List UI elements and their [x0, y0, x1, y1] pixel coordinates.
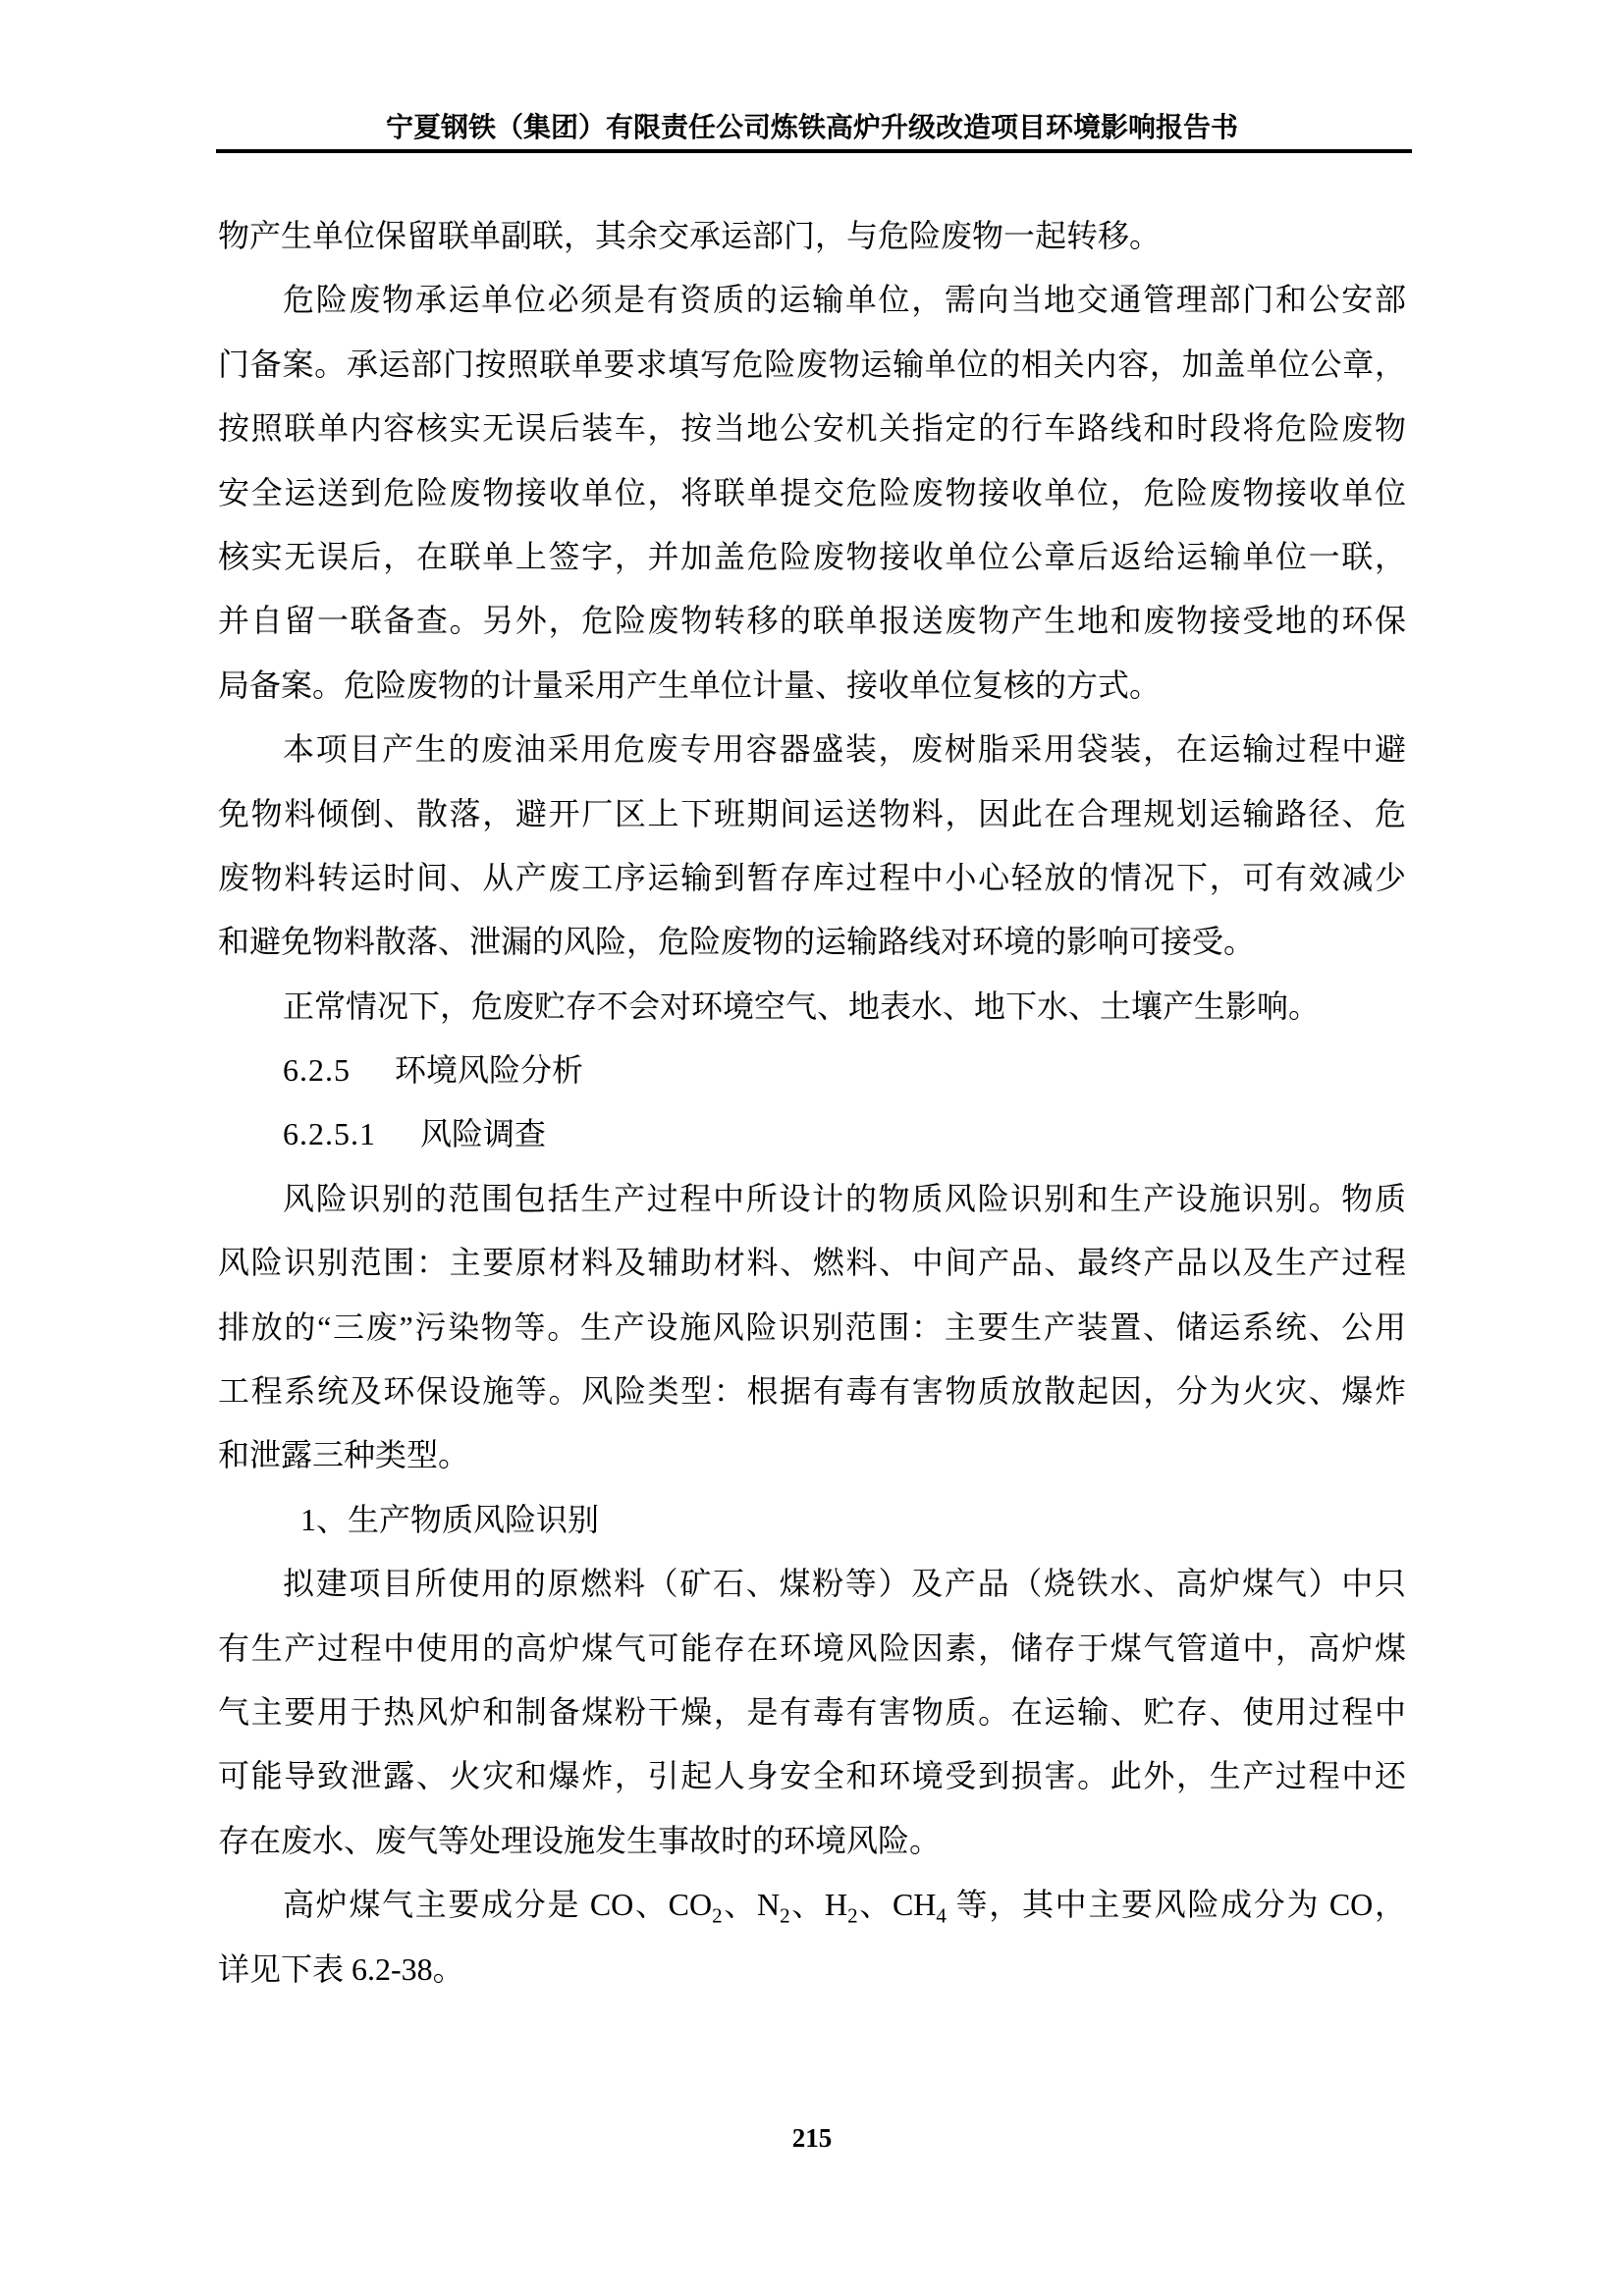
text-segment: 等，其中主要风险成分为 CO，: [946, 1887, 1406, 1923]
text-segment: 、H: [789, 1887, 848, 1923]
text-segment: 、CH: [857, 1887, 937, 1923]
text-line: 1、生产物质风险识别: [300, 1501, 600, 1537]
page-footer: [0, 2120, 1624, 2156]
text-line: 和避免物料散落、泄漏的风险，危险废物的运输路线对环境的影响可接受。: [218, 924, 1256, 960]
text-line: 正常情况下，危废贮存不会对环境空气、地表水、地下水、土壤产生影响。: [283, 988, 1321, 1024]
chemical-subscript: 2: [847, 1903, 858, 1928]
heading-title: 风险调查: [420, 1116, 547, 1152]
text-line: 危险废物承运单位必须是有资质的运输单位，需向当地交通管理部门和公安部: [283, 282, 1406, 318]
text-line: 可能导致泄露、火灾和爆炸，引起人身安全和环境受到损害。此外，生产过程中还: [218, 1758, 1406, 1794]
text-line: 有生产过程中使用的高炉煤气可能存在环境风险因素，储存于煤气管道中，高炉煤: [218, 1629, 1406, 1666]
text-line: 风险识别范围：主要原材料及辅助材料、燃料、中间产品、最终产品以及生产过程: [218, 1245, 1406, 1281]
chemical-subscript: 4: [936, 1903, 947, 1928]
document-body: [218, 204, 1406, 2002]
text-line: 局备案。危险废物的计量采用产生单位计量、接收单位复核的方式。: [218, 667, 1162, 703]
text-line: 物产生单位保留联单副联，其余交承运部门，与危险废物一起转移。: [218, 218, 1162, 253]
section-heading: [218, 1039, 1406, 1102]
header-rule: [216, 149, 1412, 153]
heading-number: 6.2.5.1: [283, 1116, 376, 1152]
page-header-title: 宁夏钢铁（集团）有限责任公司炼铁高炉升级改造项目环境影响报告书: [385, 113, 1238, 143]
text-line: 排放的“三废”污染物等。生产设施风险识别范围：主要生产装置、储运系统、公用: [218, 1308, 1406, 1345]
text-line: 风险识别的范围包括生产过程中所设计的物质风险识别和生产设施识别。物质: [283, 1180, 1406, 1216]
text-line: 并自留一联备查。另外，危险废物转移的联单报送废物产生地和废物接受地的环保: [218, 603, 1406, 639]
text-segment: 高炉煤气主要成分是 CO、CO: [283, 1887, 713, 1923]
chemical-subscript: 2: [780, 1903, 790, 1928]
text-line: 安全运送到危险废物接收单位，将联单提交危险废物接收单位，危险废物接收单位: [218, 474, 1406, 510]
text-line: 本项目产生的废油采用危废专用容器盛装，废树脂采用袋装，在运输过程中避: [283, 731, 1406, 768]
text-line: 工程系统及环保设施等。风险类型：根据有毒有害物质放散起因，分为火灾、爆炸: [218, 1373, 1406, 1410]
text-line: 核实无误后，在联单上签字，并加盖危险废物接收单位公章后返给运输单位一联，: [218, 538, 1406, 574]
text-line: 拟建项目所使用的原燃料（矿石、煤粉等）及产品（烧铁水、高炉煤气）中只: [283, 1566, 1406, 1602]
page-number: 215: [791, 2123, 833, 2153]
heading-title: 环境风险分析: [395, 1052, 584, 1089]
text-line: 废物料转运时间、从产废工序运输到暂存库过程中小心轻放的情况下，可有效减少: [218, 859, 1406, 895]
section-heading: [218, 1102, 1406, 1166]
text-line: 详见下表 6.2-38。: [218, 1950, 464, 1987]
text-line: 免物料倾倒、散落，避开厂区上下班期间运送物料，因此在合理规划运输路径、危: [218, 795, 1406, 831]
heading-number: 6.2.5: [283, 1052, 351, 1089]
text-line: 存在废水、废气等处理设施发生事故时的环境风险。: [218, 1822, 942, 1858]
text-line: 按照联单内容核实无误后装车，按当地公安机关指定的行车路线和时段将危险废物: [218, 410, 1406, 447]
chemical-subscript: 2: [712, 1903, 723, 1928]
text-line: 门备案。承运部门按照联单要求填写危险废物运输单位的相关内容，加盖单位公章，: [218, 346, 1406, 382]
text-segment: 、N: [722, 1887, 781, 1923]
text-line: 气主要用于热风炉和制备煤粉干燥，是有毒有害物质。在运输、贮存、使用过程中: [218, 1693, 1406, 1730]
text-line: 和泄露三种类型。: [218, 1437, 470, 1473]
text-line: [218, 1873, 1406, 1937]
